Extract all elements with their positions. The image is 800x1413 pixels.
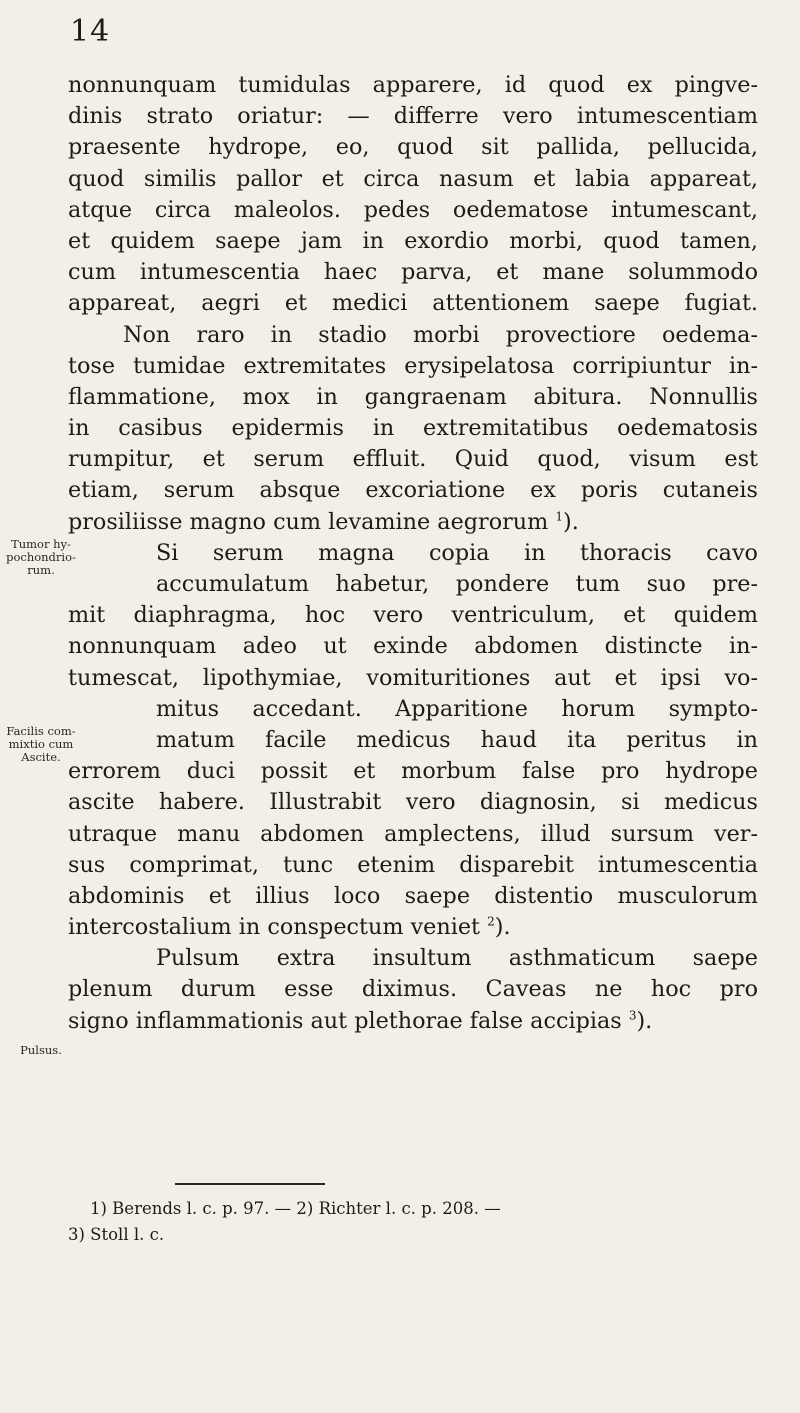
text-line: cum intumescentia haec parva, et mane solummodo (68, 259, 758, 286)
text-line: Si serum magna copia in thoracis cavo (156, 539, 758, 566)
text-line-end: ). (494, 914, 511, 941)
text-line: mitus accedant. Apparitione horum sympto- (156, 695, 758, 722)
text-line: ascite habere. Illustrabit vero diagnosin, si medicus (68, 789, 758, 816)
text-line: Non raro in stadio morbi provectiore oedema- (123, 321, 758, 348)
text-line: praesente hydrope, eo, quod sit pallida, pellucida, (68, 134, 758, 161)
text-line-content: intercostalium in conspectum veniet (68, 914, 481, 941)
text-line: abdominis et illius loco saepe distentio musculorum (68, 882, 758, 909)
margin-note-tumor: Tumor hy- pochondrio- rum. (6, 537, 76, 577)
footnote-line: 1) Berends l. c. p. 97. — 2) Richter l. c. p. 208. — (90, 1199, 501, 1218)
footnote-mark: 3 (628, 1008, 637, 1023)
body-text (68, 70, 758, 1037)
text-line: Pulsum extra insultum asthmaticum saepe (156, 945, 758, 972)
text-line: atque circa maleolos. pedes oedematose intumescant, (68, 196, 758, 223)
text-line: plenum durum esse diximus. Caveas ne hoc pro (68, 976, 758, 1003)
text-line: quod similis pallor et circa nasum et labia appareat, (68, 165, 758, 192)
text-line-content: prosiliisse magno cum levamine aegrorum (68, 508, 549, 535)
footnote-mark: 2 (487, 914, 495, 929)
text-line: appareat, aegri et medici attentionem saepe fugiat. (68, 290, 758, 317)
text-line: errorem duci possit et morbum false pro hydrope (68, 758, 758, 785)
text-line-end: ). (636, 1007, 653, 1034)
text-line: dinis strato oriatur: — differre vero intumescentiam (68, 103, 758, 130)
page-number: 14 (70, 14, 111, 49)
text-line: tose tumidae extremitates erysipelatosa corripiuntur in- (68, 352, 758, 379)
text-line: mit diaphragma, hoc vero ventriculum, et quidem (68, 602, 758, 629)
text-line-content: signo inflammationis aut plethorae false accipias (68, 1007, 622, 1034)
text-line: flammatione, mox in gangraenam abitura. Nonnullis (68, 383, 758, 410)
footnotes (68, 1196, 758, 1248)
text-line-end: ). (563, 508, 579, 535)
footnote-mark: 1 (555, 509, 564, 524)
text-line: nonnunquam adeo ut exinde abdomen distincte in- (68, 633, 758, 660)
text-line: utraque manu abdomen amplectens, illud sursum ver- (68, 820, 758, 847)
text-line: tumescat, lipothymiae, vomituritiones aut et ipsi vo- (68, 664, 758, 691)
text-line: etiam, serum absque excoriatione ex poris cutaneis (68, 477, 758, 504)
margin-note-pulsus: Pulsus. (20, 1043, 62, 1057)
text-line: accumulatum habetur, pondere tum suo pre- (156, 571, 758, 597)
text-line: in casibus epidermis in extremitatibus oedematosis (68, 415, 758, 442)
footnote-divider (175, 1183, 325, 1185)
text-line (68, 912, 758, 943)
text-line: sus comprimat, tunc etenim disparebit intumescentia (68, 851, 758, 878)
text-line: nonnunquam tumidulas apparere, id quod ex pingve- (68, 72, 758, 98)
margin-note-facilis: Facilis com- mixtio cum Ascite. (6, 724, 76, 764)
text-line (68, 507, 758, 538)
text-line (68, 1006, 758, 1037)
text-line: rumpitur, et serum effluit. Quid quod, visum est (68, 446, 758, 473)
text-line: matum facile medicus haud ita peritus in (156, 726, 758, 753)
footnote-line: 3) Stoll l. c. (68, 1225, 165, 1244)
text-line: et quidem saepe jam in exordio morbi, quod tamen, (68, 227, 758, 254)
